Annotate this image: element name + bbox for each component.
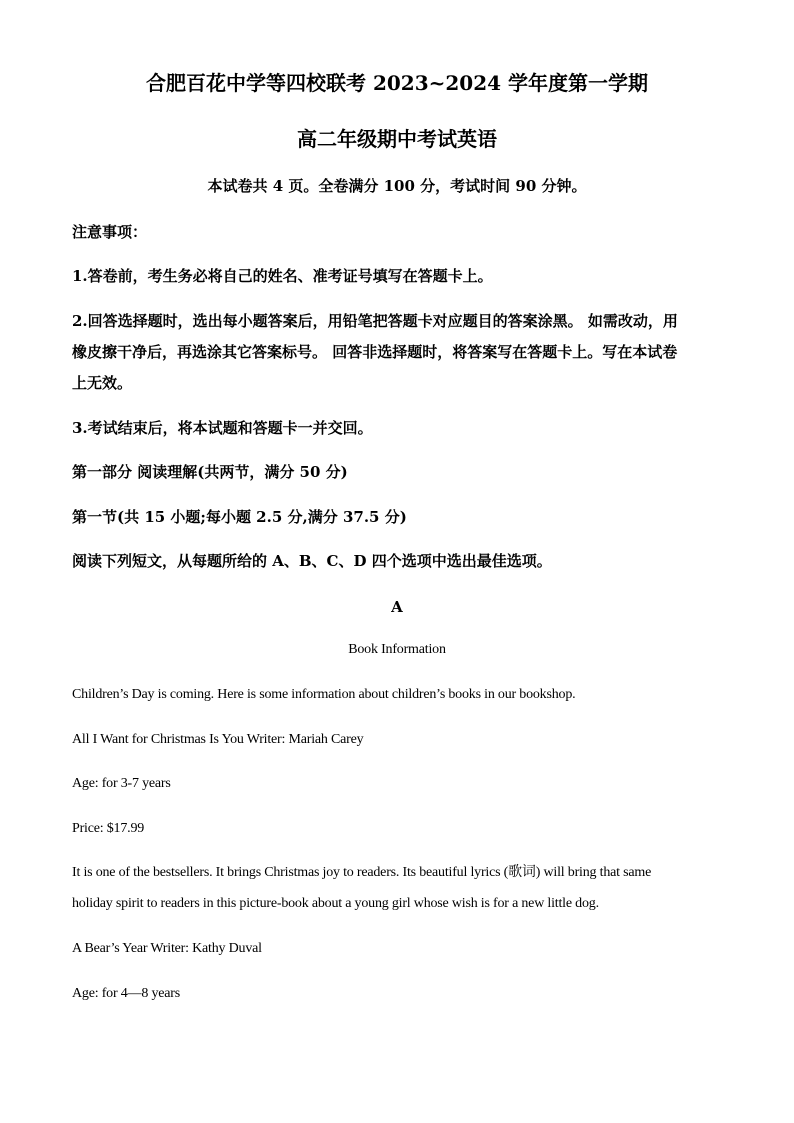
passage-title: Book Information: [348, 642, 446, 657]
section-1-heading: 第一节(共 15 小题;每小题 2.5 分,满分 37.5 分): [72, 508, 407, 526]
exam-info: 本试卷共 4 页。全卷满分 100 分，考试时间 90 分钟。: [207, 177, 587, 195]
book-1-age: Age: for 3-7 years: [72, 776, 171, 791]
part-1-heading: 第一部分 阅读理解(共两节，满分 50 分): [72, 463, 348, 481]
book-2-title: A Bear’s Year Writer: Kathy Duval: [72, 941, 262, 956]
book-1-description-line-1: It is one of the bestsellers. It brings Christmas joy to readers. Its beautiful lyrics (歌词) will bring that same: [72, 865, 652, 880]
note-item-2-line-3: 上无效。: [72, 374, 133, 392]
reading-instruction: 阅读下列短文，从每题所给的 A、B、C、D 四个选项中选出最佳选项。: [72, 552, 552, 570]
notes-heading: 注意事项：: [72, 223, 148, 241]
book-1-description-line-2: holiday spirit to readers in this picture-book about a young girl whose wish is for a new little dog.: [72, 896, 599, 911]
passage-letter: A: [391, 598, 403, 616]
book-1-price: Price: $17.99: [72, 821, 145, 836]
exam-subject-title: 高二年级期中考试英语: [297, 127, 497, 151]
book-1-title: All I Want for Christmas Is You Writer: Mariah Carey: [72, 732, 364, 747]
passage-intro: Children’s Day is coming. Here is some information about children’s books in our bookshop.: [72, 687, 576, 702]
note-item-1: 1.答卷前，考生务必将自己的姓名、准考证号填写在答题卡上。: [72, 267, 493, 285]
book-2-age: Age: for 4—8 years: [72, 986, 180, 1001]
note-item-2-line-2: 橡皮擦干净后，再选涂其它答案标号。 回答非选择题时，将答案写在答题卡上。写在本试卷: [72, 343, 678, 361]
note-item-2-line-1: 2.回答选择题时，选出每小题答案后，用铅笔把答题卡对应题目的答案涂黑。 如需改动，用: [72, 312, 678, 330]
note-item-3: 3.考试结束后，将本试题和答题卡一并交回。: [72, 419, 373, 437]
exam-title: 合肥百花中学等四校联考 2023~2024 学年度第一学期: [145, 71, 648, 95]
